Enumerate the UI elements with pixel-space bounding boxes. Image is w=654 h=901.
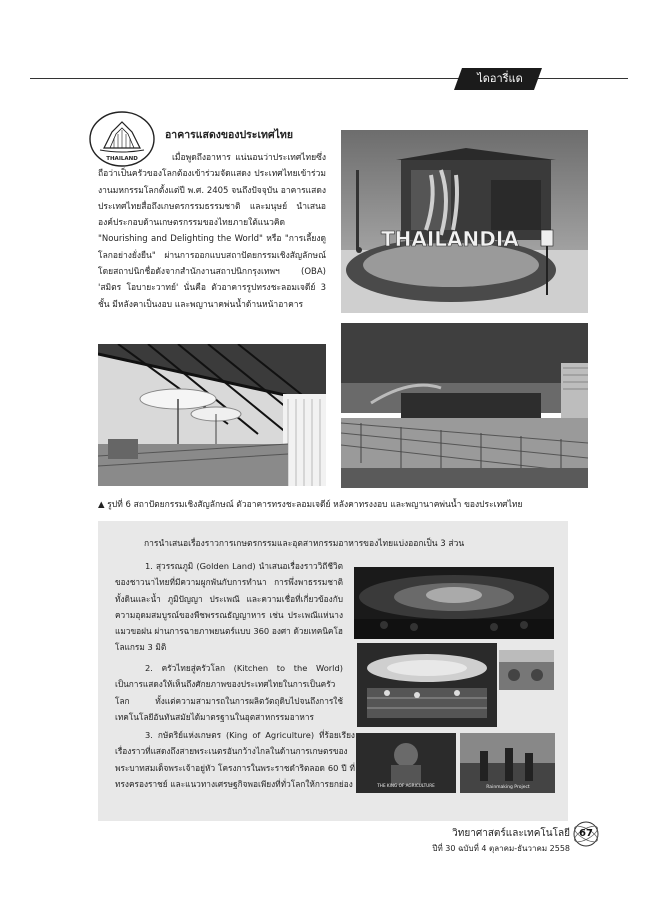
photo-king-agriculture (356, 733, 456, 793)
journal-name: วิทยาศาสตร์และเทคโนโลยี (452, 828, 570, 839)
king-photo-caption: THE KING OF AGRICULTURE (377, 783, 435, 788)
page-number: 67 (579, 828, 593, 839)
journal-issue: ปีที่ 30 ฉบับที่ 4 ตุลาคม-ธันวาคม 2558 (432, 844, 570, 853)
box-paragraph-1: 1. สุวรรณภูมิ (Golden Land) นำเสนอเรื่องราววิถีชีวิตของชาวนาไทยที่มีความผูกพันกับการทำนา การพึ่งพาธรรมชาติทั้งดินและน้ำ ภูมิปัญญา ประเพณี และความเชื่อที่เกี่ยวข้องกับความอุดมสมบูรณ์ของพืชพรรณธัญญาหาร เช่น ประเพณีแห่นางแมวขอฝน ผ่านการฉายภาพยนตร์แบบ 360 องศา ด้วยเทคนิคโฮโลแกรม 3 มิติ (115, 561, 343, 653)
article-title: อาคารแสดงของประเทศไทย (165, 129, 293, 141)
thailandia-sign: THAILANDIA (381, 227, 519, 251)
info-box-title: การนำเสนอเรื่องราวการเกษตรกรรมและอุตสาหกรรมอาหารของไทยแบ่งออกเป็น 3 ส่วน (144, 539, 465, 549)
box-paragraph-3: 3. กษัตริย์แห่งเกษตร (King of Agriculture) ที่ร้อยเรียงเรื่องราวที่แสดงถึงสายพระเนตรอันกว้างไกลในด้านการเกษตรของพระบาทสมเด็จพระเจ้าอยู่หัว โครงการในพระราชดำริตลอด 60 ปี ที่ทรงครองราชย์ และแนวทางเศรษฐกิจพอเพียงที่ทั่วโลกให้การยกย่อง (115, 730, 355, 789)
article-intro: เมื่อพูดถึงอาหาร แน่นอนว่าประเทศไทยซึ่งถือว่าเป็นครัวของโลกต้องเข้าร่วมจัดแสดง ประเทศไทยเข้าร่วมงานมหกรรมโลกตั้งแต่ปี พ.ศ. 2405 จนถึงปัจจุบัน อาคารแสดงประเทศไทยสื่อถึงเกษตรกรรมธรรมชาติ และมนุษย์ นำเสนอองค์ประกอบด้านเกษตรกรรมของไทยภายใต้แนวคิด "Nourishing and Delighting the World" หรือ "การเลี้ยงดูโลกอย่างยั่งยืน" ผ่านการออกแบบสถาปัตยกรรมเชิงสัญลักษณ์โดยสถาปนิกชื่อดังจากสำนักงานสถาปนิกกรุงเทพฯ (OBA) 'สมิตร โอบายะวาทย์' นั่นคือ ตัวอาคารรูปทรงชะลอมเจดีย์ 3 ชั้น มีหลังคาเป็นงอบ และพญานาคพ่นน้ำด้านหน้าอาคาร (98, 153, 326, 310)
photo-pavilion-sign (341, 130, 588, 313)
photo-roof-structure (98, 344, 326, 486)
photo-pavilion-side (341, 323, 588, 488)
rainmaking-caption: Rainmaking Project (486, 785, 530, 790)
box-paragraph-2: 2. ครัวไทยสู่ครัวโลก (Kitchen to the World) เป็นการแสดงให้เห็นถึงศักยภาพของประเทศไทยในการเป็นครัวโลก ทั้งแต่ความสามารถในการผลิตวัตถุดิบไปจนถึงการใช้เทคโนโลยีอันทันสมัยได้มาตรฐานในอุตสาหกรรมอาหาร (115, 663, 343, 722)
photo-rainmaking (460, 733, 555, 793)
logo-caption: THAILAND (106, 156, 138, 162)
photo-kitchen-detail (499, 650, 554, 690)
figure-caption: ▲ รูปที่ 6 สถาปัตยกรรมเชิงสัญลักษณ์ ตัวอาคารทรงชะลอมเจดีย์ หลังคาทรงงอบ และพญานาคพ่นน้ำ ของประเทศไทย (98, 500, 523, 510)
photo-360-theater (354, 567, 554, 639)
photo-kitchen-exhibit (357, 643, 497, 727)
header-section-label: ไดอารี่แดวดวทิยย์ (477, 72, 523, 103)
